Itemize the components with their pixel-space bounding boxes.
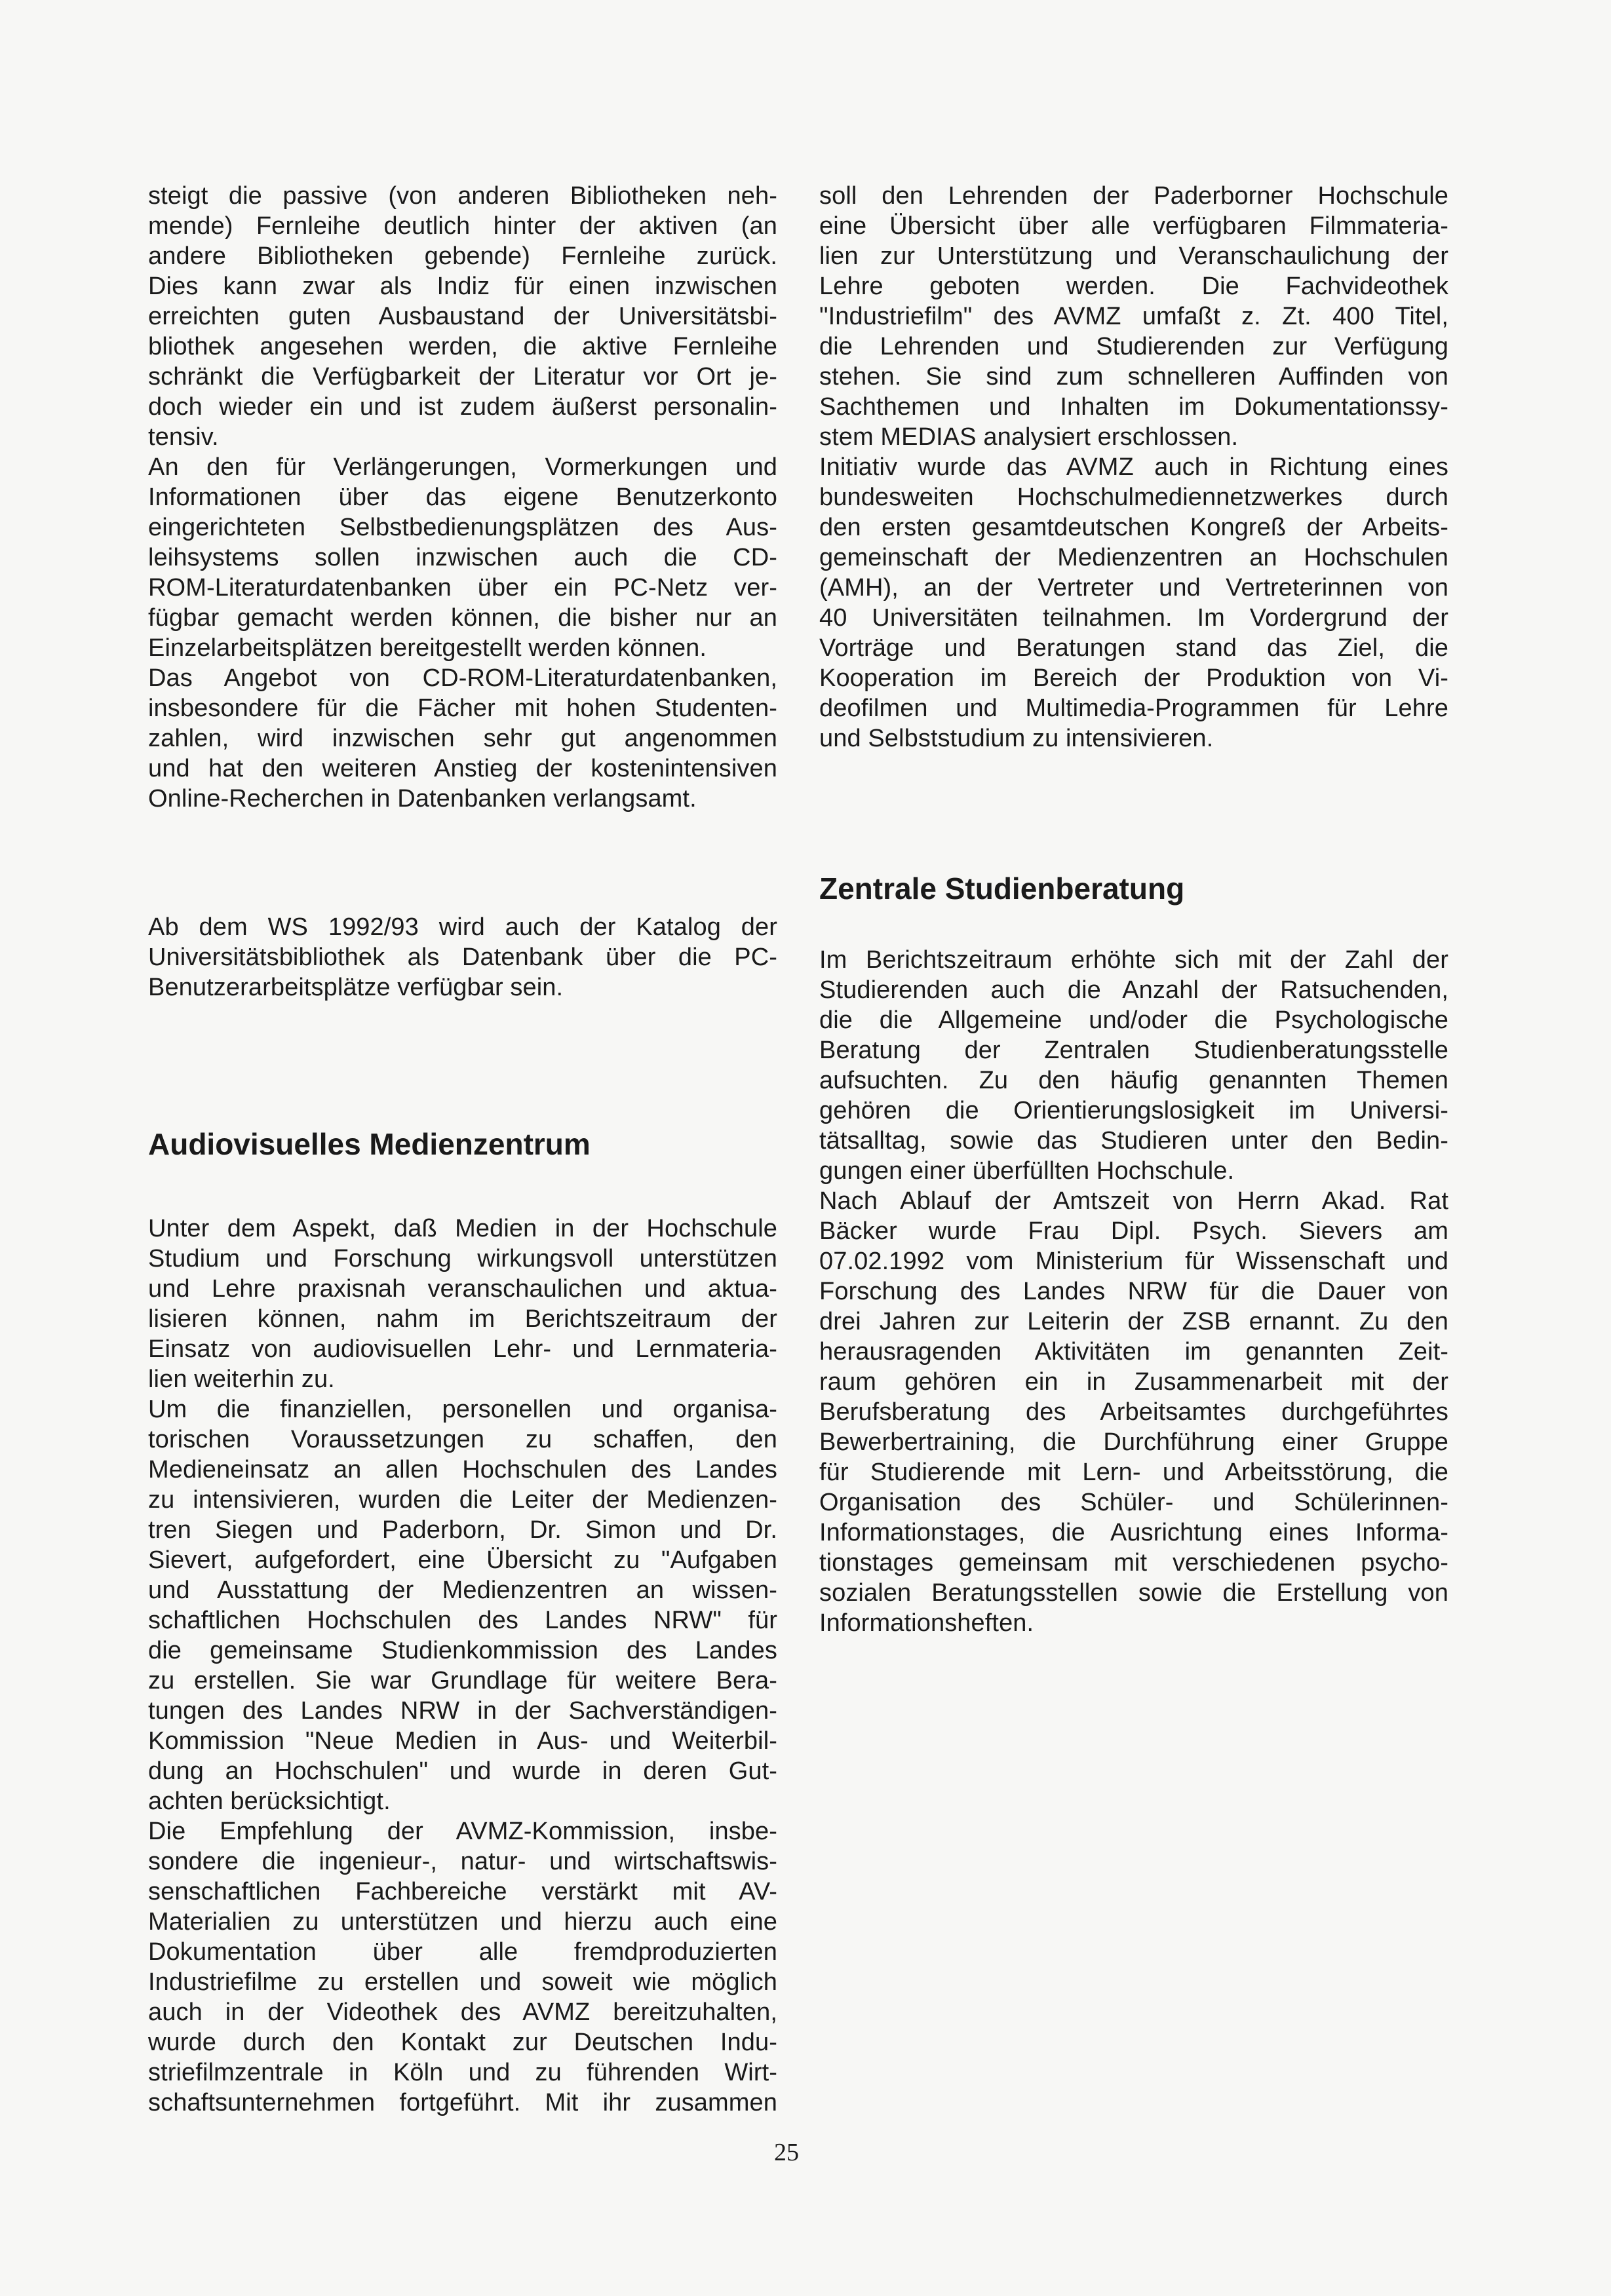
section-heading-zsb: Zentrale Studienberatung	[819, 871, 1185, 906]
text-line: Beratung der Zentralen Studienberatungsstelle	[819, 1037, 1448, 1064]
text-line: herausragenden Aktivitäten im genannten Zeit-	[819, 1338, 1448, 1366]
text-line: und Lehre praxisnah veranschaulichen und aktua-	[148, 1275, 777, 1303]
section-heading-avmz: Audiovisuelles Medienzentrum	[148, 1127, 591, 1161]
text-line: tungen des Landes NRW in der Sachverständigen-	[148, 1697, 777, 1725]
text-line: gemeinschaft der Medienzentren an Hochschulen	[819, 544, 1448, 571]
text-line: raum gehören ein in Zusammenarbeit mit der	[819, 1368, 1448, 1396]
text-line: Kooperation im Bereich der Produktion von Vi-	[819, 664, 1448, 692]
text-line: lisieren können, nahm im Berichtszeitraum der	[148, 1305, 777, 1333]
text-line: Organisation des Schüler- und Schülerinnen-	[819, 1489, 1448, 1516]
text-line: Die Empfehlung der AVMZ-Kommission, insbe-	[148, 1818, 777, 1845]
text-line: gehören die Orientierungslosigkeit im Universi-	[819, 1097, 1448, 1124]
text-line: Nach Ablauf der Amtszeit von Herrn Akad. Rat	[819, 1187, 1448, 1215]
text-line: Bewerbertraining, die Durchführung einer Gruppe	[819, 1428, 1448, 1456]
text-line: Lehre geboten werden. Die Fachvideothek	[819, 273, 1448, 300]
text-line: Kommission "Neue Medien in Aus- und Weiterbil-	[148, 1727, 777, 1755]
text-line: "Industriefilm" des AVMZ umfaßt z. Zt. 400 Titel,	[819, 303, 1448, 330]
page-number: 25	[774, 2139, 799, 2166]
text-line: soll den Lehrenden der Paderborner Hochschule	[819, 182, 1448, 210]
text-line: andere Bibliotheken gebende) Fernleihe zurück.	[148, 242, 777, 270]
text-line: Medieneinsatz an allen Hochschulen des Landes	[148, 1456, 777, 1483]
text-line: Materialien zu unterstützen und hierzu auch eine	[148, 1908, 777, 1936]
text-line: für Studierende mit Lern- und Arbeitsstörung, die	[819, 1459, 1448, 1486]
text-line: Ab dem WS 1992/93 wird auch der Katalog der	[148, 913, 777, 941]
text-line: schaftsunternehmen fortgeführt. Mit ihr zusammen	[148, 2089, 777, 2116]
text-line: Einsatz von audiovisuellen Lehr- und Lernmateria-	[148, 1335, 777, 1363]
text-line: gungen einer überfüllten Hochschule.	[819, 1157, 1235, 1185]
text-line: und hat den weiteren Anstieg der kostenintensiven	[148, 755, 777, 782]
text-line: tren Siegen und Paderborn, Dr. Simon und Dr.	[148, 1516, 777, 1544]
text-line: ROM-Literaturdatenbanken über ein PC-Netz ver-	[148, 574, 777, 602]
text-line: eine Übersicht über alle verfügbaren Filmmateria-	[819, 212, 1448, 240]
text-line: deofilmen und Multimedia-Programmen für Lehre	[819, 695, 1448, 722]
text-line: Informationsheften.	[819, 1609, 1034, 1637]
text-line: achten berücksichtigt.	[148, 1788, 391, 1815]
text-line: 40 Universitäten teilnahmen. Im Vordergrund der	[819, 604, 1448, 632]
text-line: striefilmzentrale in Köln und zu führenden Wirt-	[148, 2059, 777, 2086]
text-line: Vorträge und Beratungen stand das Ziel, die	[819, 634, 1448, 662]
text-line: die Lehrenden und Studierenden zur Verfügung	[819, 333, 1448, 360]
text-line: Sievert, aufgefordert, eine Übersicht zu "Aufgaben	[148, 1546, 777, 1574]
text-line: sozialen Beratungsstellen sowie die Erstellung von	[819, 1579, 1448, 1607]
text-line: auch in der Videothek des AVMZ bereitzuhalten,	[148, 1999, 777, 2026]
text-line: eingerichteten Selbstbedienungsplätzen des Aus-	[148, 514, 777, 541]
text-line: torischen Voraussetzungen zu schaffen, den	[148, 1426, 777, 1453]
text-line: Universitätsbibliothek als Datenbank über die PC-	[148, 944, 777, 971]
text-line: Im Berichtszeitraum erhöhte sich mit der Zahl der	[819, 946, 1448, 974]
text-line: insbesondere für die Fächer mit hohen Studenten-	[148, 695, 777, 722]
text-line: 07.02.1992 vom Ministerium für Wissenschaft und	[819, 1248, 1448, 1275]
text-line: fügbar gemacht werden können, die bisher nur an	[148, 604, 777, 632]
text-line: doch wieder ein und ist zudem äußerst personalin-	[148, 393, 777, 421]
text-line: An den für Verlängerungen, Vormerkungen und	[148, 453, 777, 481]
text-line: tionstages gemeinsam mit verschiedenen psycho-	[819, 1549, 1448, 1577]
text-line: erreichten guten Ausbaustand der Universitätsbi-	[148, 303, 777, 330]
text-line: mende) Fernleihe deutlich hinter der aktiven (an	[148, 212, 777, 240]
text-line: wurde durch den Kontakt zur Deutschen Indu-	[148, 2029, 777, 2056]
text-line: bundesweiten Hochschulmediennetzwerkes durch	[819, 484, 1448, 511]
text-line: Dies kann zwar als Indiz für einen inzwischen	[148, 273, 777, 300]
text-line: Online-Recherchen in Datenbanken verlangsamt.	[148, 785, 697, 813]
text-line: Studium und Forschung wirkungsvoll unterstützen	[148, 1245, 777, 1272]
text-line: Industriefilme zu erstellen und soweit wie möglich	[148, 1968, 777, 1996]
text-line: Sachthemen und Inhalten im Dokumentationssy-	[819, 393, 1448, 421]
text-line: drei Jahren zur Leiterin der ZSB ernannt. Zu den	[819, 1308, 1448, 1335]
text-line: tensiv.	[148, 423, 219, 451]
text-line: Um die finanziellen, personellen und organisa-	[148, 1396, 777, 1423]
text-line: und Selbststudium zu intensivieren.	[819, 725, 1214, 752]
text-line: zu intensivieren, wurden die Leiter der Medienzen-	[148, 1486, 777, 1514]
text-line: die gemeinsame Studienkommission des Landes	[148, 1637, 777, 1664]
text-line: Benutzerarbeitsplätze verfügbar sein.	[148, 974, 564, 1001]
text-line: lien weiterhin zu.	[148, 1366, 335, 1393]
text-line: Informationen über das eigene Benutzerkonto	[148, 484, 777, 511]
text-line: Initiativ wurde das AVMZ auch in Richtung eines	[819, 453, 1448, 481]
text-line: Berufsberatung des Arbeitsamtes durchgeführtes	[819, 1398, 1448, 1426]
text-line: Bäcker wurde Frau Dipl. Psych. Sievers am	[819, 1217, 1448, 1245]
text-line: schränkt die Verfügbarkeit der Literatur vor Ort je-	[148, 363, 777, 391]
text-line: Informationstages, die Ausrichtung eines Informa-	[819, 1519, 1448, 1546]
text-line: leihsystems sollen inzwischen auch die CD-	[148, 544, 777, 571]
text-line: Unter dem Aspekt, daß Medien in der Hochschule	[148, 1215, 777, 1242]
text-line: zahlen, wird inzwischen sehr gut angenommen	[148, 725, 777, 752]
text-line: den ersten gesamtdeutschen Kongreß der Arbeits-	[819, 514, 1448, 541]
text-line: Studierenden auch die Anzahl der Ratsuchenden,	[819, 976, 1448, 1004]
text-line: und Ausstattung der Medienzentren an wissen-	[148, 1577, 777, 1604]
text-line: bliothek angesehen werden, die aktive Fernleihe	[148, 333, 777, 360]
text-line: schaftlichen Hochschulen des Landes NRW" für	[148, 1607, 777, 1634]
text-line: dung an Hochschulen" und wurde in deren Gut-	[148, 1757, 777, 1785]
text-line: Dokumentation über alle fremdproduzierten	[148, 1938, 777, 1966]
text-line: stem MEDIAS analysiert erschlossen.	[819, 423, 1239, 451]
text-line: lien zur Unterstützung und Veranschaulichung der	[819, 242, 1448, 270]
text-line: tätsalltag, sowie das Studieren unter den Bedin-	[819, 1127, 1448, 1155]
text-line: Einzelarbeitsplätzen bereitgestellt werden können.	[148, 634, 707, 662]
text-line: aufsuchten. Zu den häufig genannten Themen	[819, 1067, 1448, 1094]
text-line: die die Allgemeine und/oder die Psychologische	[819, 1006, 1448, 1034]
text-line: Das Angebot von CD-ROM-Literaturdatenbanken,	[148, 664, 777, 692]
text-line: steigt die passive (von anderen Bibliotheken neh-	[148, 182, 777, 210]
text-line: stehen. Sie sind zum schnelleren Auffinden von	[819, 363, 1448, 391]
text-line: senschaftlichen Fachbereiche verstärkt mit AV-	[148, 1878, 777, 1905]
text-line: zu erstellen. Sie war Grundlage für weitere Bera-	[148, 1667, 777, 1694]
text-line: Forschung des Landes NRW für die Dauer von	[819, 1278, 1448, 1305]
text-line: sondere die ingenieur-, natur- und wirtschaftswis-	[148, 1848, 777, 1875]
text-line: (AMH), an der Vertreter und Vertreterinnen von	[819, 574, 1448, 602]
